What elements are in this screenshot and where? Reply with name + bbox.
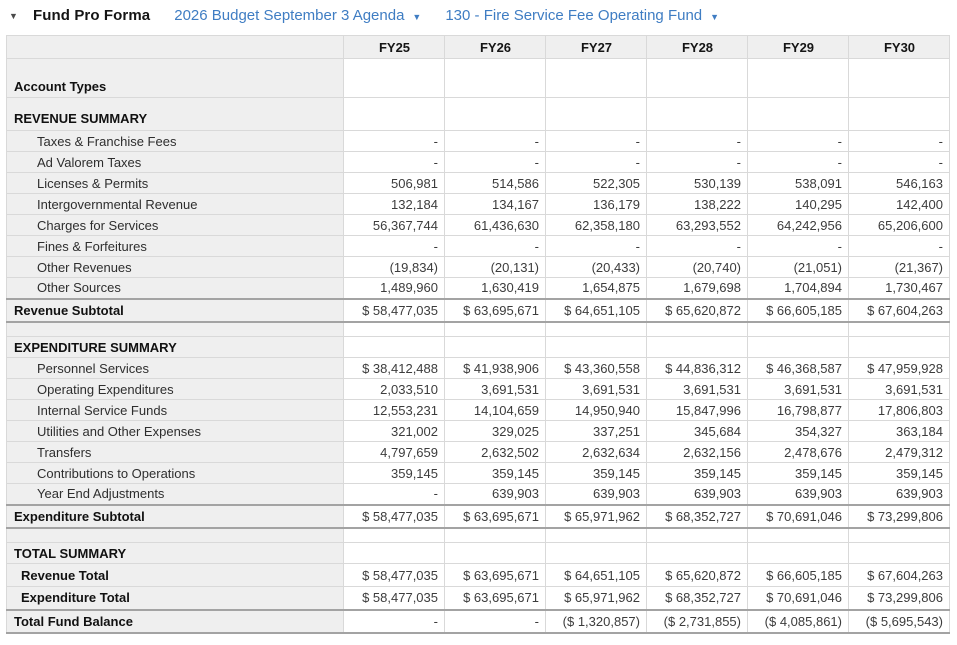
cell-operating-expenditures-fy26: 3,691,531 bbox=[445, 379, 546, 400]
row-label-total-summary: TOTAL SUMMARY bbox=[7, 543, 344, 564]
cell-utilities-other-expenses-fy26: 329,025 bbox=[445, 421, 546, 442]
cell-taxes-franchise-fees-fy28: - bbox=[647, 131, 748, 152]
cell-spacer-1-fy30 bbox=[849, 322, 950, 337]
cell-revenue-subtotal-fy28: $ 65,620,872 bbox=[647, 299, 748, 322]
cell-spacer-2-fy27 bbox=[546, 528, 647, 543]
cell-expenditure-subtotal-fy28: $ 68,352,727 bbox=[647, 505, 748, 528]
header-cell-empty bbox=[7, 36, 344, 59]
cell-expenditure-total-fy28: $ 68,352,727 bbox=[647, 587, 748, 610]
cell-other-revenues-fy30: (21,367) bbox=[849, 257, 950, 278]
row-label-expenditure-summary: EXPENDITURE SUMMARY bbox=[7, 337, 344, 358]
cell-taxes-franchise-fees-fy29: - bbox=[748, 131, 849, 152]
row-label-other-sources: Other Sources bbox=[7, 278, 344, 299]
cell-licenses-permits-fy29: 538,091 bbox=[748, 173, 849, 194]
cell-revenue-total-fy29: $ 66,605,185 bbox=[748, 564, 849, 587]
cell-other-sources-fy29: 1,704,894 bbox=[748, 278, 849, 299]
cell-spacer-1-fy28 bbox=[647, 322, 748, 337]
row-label-internal-service-funds: Internal Service Funds bbox=[7, 400, 344, 421]
cell-operating-expenditures-fy27: 3,691,531 bbox=[546, 379, 647, 400]
table-row-taxes-franchise-fees bbox=[7, 131, 950, 152]
row-label-ad-valorem-taxes: Ad Valorem Taxes bbox=[7, 152, 344, 173]
cell-operating-expenditures-fy25: 2,033,510 bbox=[344, 379, 445, 400]
table-header-row bbox=[7, 36, 950, 59]
row-label-other-revenues: Other Revenues bbox=[7, 257, 344, 278]
table-row-other-revenues bbox=[7, 257, 950, 278]
cell-revenue-summary-fy29 bbox=[748, 98, 849, 131]
cell-licenses-permits-fy28: 530,139 bbox=[647, 173, 748, 194]
cell-intergovernmental-revenue-fy27: 136,179 bbox=[546, 194, 647, 215]
cell-internal-service-funds-fy29: 16,798,877 bbox=[748, 400, 849, 421]
cell-other-sources-fy30: 1,730,467 bbox=[849, 278, 950, 299]
cell-revenue-summary-fy26 bbox=[445, 98, 546, 131]
column-header: FY28 bbox=[647, 36, 748, 59]
cell-utilities-other-expenses-fy27: 337,251 bbox=[546, 421, 647, 442]
cell-spacer-2-fy25 bbox=[344, 528, 445, 543]
cell-year-end-adjustments-fy25: - bbox=[344, 484, 445, 505]
cell-intergovernmental-revenue-fy26: 134,167 bbox=[445, 194, 546, 215]
cell-revenue-subtotal-fy26: $ 63,695,671 bbox=[445, 299, 546, 322]
table-row-fines-forfeitures bbox=[7, 236, 950, 257]
row-label-spacer-1 bbox=[7, 322, 344, 337]
cell-other-sources-fy26: 1,630,419 bbox=[445, 278, 546, 299]
cell-revenue-total-fy26: $ 63,695,671 bbox=[445, 564, 546, 587]
cell-fines-forfeitures-fy28: - bbox=[647, 236, 748, 257]
cell-expenditure-total-fy27: $ 65,971,962 bbox=[546, 587, 647, 610]
cell-intergovernmental-revenue-fy30: 142,400 bbox=[849, 194, 950, 215]
table-row-revenue-total bbox=[7, 564, 950, 587]
cell-spacer-1-fy29 bbox=[748, 322, 849, 337]
cell-year-end-adjustments-fy28: 639,903 bbox=[647, 484, 748, 505]
row-label-taxes-franchise-fees: Taxes & Franchise Fees bbox=[7, 131, 344, 152]
cell-other-revenues-fy26: (20,131) bbox=[445, 257, 546, 278]
cell-taxes-franchise-fees-fy30: - bbox=[849, 131, 950, 152]
cell-taxes-franchise-fees-fy25: - bbox=[344, 131, 445, 152]
cell-total-summary-fy26 bbox=[445, 543, 546, 564]
cell-spacer-2-fy29 bbox=[748, 528, 849, 543]
cell-contributions-to-operations-fy29: 359,145 bbox=[748, 463, 849, 484]
cell-total-summary-fy27 bbox=[546, 543, 647, 564]
cell-year-end-adjustments-fy30: 639,903 bbox=[849, 484, 950, 505]
table-row-internal-service-funds bbox=[7, 400, 950, 421]
cell-utilities-other-expenses-fy28: 345,684 bbox=[647, 421, 748, 442]
cell-ad-valorem-taxes-fy28: - bbox=[647, 152, 748, 173]
cell-year-end-adjustments-fy27: 639,903 bbox=[546, 484, 647, 505]
cell-other-revenues-fy25: (19,834) bbox=[344, 257, 445, 278]
table-row-account-types bbox=[7, 59, 950, 98]
cell-expenditure-total-fy25: $ 58,477,035 bbox=[344, 587, 445, 610]
cell-ad-valorem-taxes-fy30: - bbox=[849, 152, 950, 173]
cell-spacer-1-fy27 bbox=[546, 322, 647, 337]
cell-internal-service-funds-fy28: 15,847,996 bbox=[647, 400, 748, 421]
cell-internal-service-funds-fy30: 17,806,803 bbox=[849, 400, 950, 421]
cell-account-types-fy30 bbox=[849, 59, 950, 98]
cell-account-types-fy25 bbox=[344, 59, 445, 98]
cell-total-summary-fy29 bbox=[748, 543, 849, 564]
cell-expenditure-summary-fy25 bbox=[344, 337, 445, 358]
cell-expenditure-total-fy26: $ 63,695,671 bbox=[445, 587, 546, 610]
column-header: FY29 bbox=[748, 36, 849, 59]
cell-spacer-2-fy30 bbox=[849, 528, 950, 543]
cell-transfers-fy25: 4,797,659 bbox=[344, 442, 445, 463]
cell-ad-valorem-taxes-fy27: - bbox=[546, 152, 647, 173]
cell-expenditure-subtotal-fy26: $ 63,695,671 bbox=[445, 505, 546, 528]
table-row-transfers bbox=[7, 442, 950, 463]
cell-other-sources-fy25: 1,489,960 bbox=[344, 278, 445, 299]
table-row-other-sources bbox=[7, 278, 950, 299]
cell-total-fund-balance-fy27: ($ 1,320,857) bbox=[546, 610, 647, 633]
cell-fines-forfeitures-fy25: - bbox=[344, 236, 445, 257]
column-header: FY27 bbox=[546, 36, 647, 59]
table-row-personnel-services bbox=[7, 358, 950, 379]
row-label-revenue-total: Revenue Total bbox=[7, 564, 344, 587]
chevron-down-icon: ▼ bbox=[710, 11, 720, 22]
cell-contributions-to-operations-fy25: 359,145 bbox=[344, 463, 445, 484]
column-header: FY30 bbox=[849, 36, 950, 59]
cell-spacer-2-fy28 bbox=[647, 528, 748, 543]
cell-spacer-1-fy26 bbox=[445, 322, 546, 337]
cell-expenditure-summary-fy27 bbox=[546, 337, 647, 358]
cell-fines-forfeitures-fy26: - bbox=[445, 236, 546, 257]
table-row-operating-expenditures bbox=[7, 379, 950, 400]
cell-revenue-summary-fy27 bbox=[546, 98, 647, 131]
cell-licenses-permits-fy27: 522,305 bbox=[546, 173, 647, 194]
fund-dropdown[interactable] bbox=[445, 7, 719, 24]
cell-total-summary-fy30 bbox=[849, 543, 950, 564]
cell-intergovernmental-revenue-fy29: 140,295 bbox=[748, 194, 849, 215]
cell-year-end-adjustments-fy26: 639,903 bbox=[445, 484, 546, 505]
cell-intergovernmental-revenue-fy25: 132,184 bbox=[344, 194, 445, 215]
cell-account-types-fy27 bbox=[546, 59, 647, 98]
cell-revenue-summary-fy28 bbox=[647, 98, 748, 131]
cell-transfers-fy29: 2,478,676 bbox=[748, 442, 849, 463]
cell-account-types-fy28 bbox=[647, 59, 748, 98]
cell-charges-for-services-fy29: 64,242,956 bbox=[748, 215, 849, 236]
pro-forma-table bbox=[6, 35, 950, 634]
cell-account-types-fy29 bbox=[748, 59, 849, 98]
row-label-revenue-summary: REVENUE SUMMARY bbox=[7, 98, 344, 131]
cell-total-fund-balance-fy30: ($ 5,695,543) bbox=[849, 610, 950, 633]
row-label-contributions-to-operations: Contributions to Operations bbox=[7, 463, 344, 484]
cell-licenses-permits-fy25: 506,981 bbox=[344, 173, 445, 194]
column-header: FY25 bbox=[344, 36, 445, 59]
cell-charges-for-services-fy27: 62,358,180 bbox=[546, 215, 647, 236]
page-title: Fund Pro Forma bbox=[33, 7, 151, 24]
cell-fines-forfeitures-fy29: - bbox=[748, 236, 849, 257]
cell-transfers-fy28: 2,632,156 bbox=[647, 442, 748, 463]
cell-revenue-subtotal-fy29: $ 66,605,185 bbox=[748, 299, 849, 322]
toolbar bbox=[0, 0, 957, 31]
cell-operating-expenditures-fy28: 3,691,531 bbox=[647, 379, 748, 400]
cell-total-fund-balance-fy25: - bbox=[344, 610, 445, 633]
cell-total-fund-balance-fy28: ($ 2,731,855) bbox=[647, 610, 748, 633]
chevron-down-icon: ▼ bbox=[412, 11, 422, 22]
cell-revenue-subtotal-fy25: $ 58,477,035 bbox=[344, 299, 445, 322]
table-row-licenses-permits bbox=[7, 173, 950, 194]
cell-intergovernmental-revenue-fy28: 138,222 bbox=[647, 194, 748, 215]
row-label-account-types: Account Types bbox=[7, 59, 344, 98]
cell-revenue-total-fy30: $ 67,604,263 bbox=[849, 564, 950, 587]
cell-revenue-total-fy25: $ 58,477,035 bbox=[344, 564, 445, 587]
cell-charges-for-services-fy30: 65,206,600 bbox=[849, 215, 950, 236]
row-label-licenses-permits: Licenses & Permits bbox=[7, 173, 344, 194]
table-row-spacer-1 bbox=[7, 322, 950, 337]
cell-transfers-fy30: 2,479,312 bbox=[849, 442, 950, 463]
cell-account-types-fy26 bbox=[445, 59, 546, 98]
cell-expenditure-subtotal-fy29: $ 70,691,046 bbox=[748, 505, 849, 528]
row-label-intergovernmental-revenue: Intergovernmental Revenue bbox=[7, 194, 344, 215]
cell-ad-valorem-taxes-fy26: - bbox=[445, 152, 546, 173]
column-header: FY26 bbox=[445, 36, 546, 59]
budget-dropdown[interactable] bbox=[174, 7, 421, 24]
cell-utilities-other-expenses-fy30: 363,184 bbox=[849, 421, 950, 442]
cell-contributions-to-operations-fy26: 359,145 bbox=[445, 463, 546, 484]
cell-licenses-permits-fy26: 514,586 bbox=[445, 173, 546, 194]
table-row-spacer-2 bbox=[7, 528, 950, 543]
cell-revenue-total-fy27: $ 64,651,105 bbox=[546, 564, 647, 587]
cell-other-sources-fy28: 1,679,698 bbox=[647, 278, 748, 299]
cell-utilities-other-expenses-fy25: 321,002 bbox=[344, 421, 445, 442]
cell-expenditure-summary-fy29 bbox=[748, 337, 849, 358]
cell-taxes-franchise-fees-fy27: - bbox=[546, 131, 647, 152]
table-row-utilities-other-expenses bbox=[7, 421, 950, 442]
cell-ad-valorem-taxes-fy25: - bbox=[344, 152, 445, 173]
cell-personnel-services-fy28: $ 44,836,312 bbox=[647, 358, 748, 379]
cell-spacer-1-fy25 bbox=[344, 322, 445, 337]
collapse-caret-icon[interactable]: ▼ bbox=[9, 10, 18, 21]
table-row-intergovernmental-revenue bbox=[7, 194, 950, 215]
cell-transfers-fy27: 2,632,634 bbox=[546, 442, 647, 463]
row-label-transfers: Transfers bbox=[7, 442, 344, 463]
cell-total-summary-fy28 bbox=[647, 543, 748, 564]
cell-charges-for-services-fy25: 56,367,744 bbox=[344, 215, 445, 236]
table-row-total-summary bbox=[7, 543, 950, 564]
cell-other-revenues-fy29: (21,051) bbox=[748, 257, 849, 278]
table-row-contributions-to-operations bbox=[7, 463, 950, 484]
cell-total-fund-balance-fy26: - bbox=[445, 610, 546, 633]
cell-personnel-services-fy29: $ 46,368,587 bbox=[748, 358, 849, 379]
cell-charges-for-services-fy26: 61,436,630 bbox=[445, 215, 546, 236]
row-label-operating-expenditures: Operating Expenditures bbox=[7, 379, 344, 400]
cell-internal-service-funds-fy27: 14,950,940 bbox=[546, 400, 647, 421]
cell-spacer-2-fy26 bbox=[445, 528, 546, 543]
row-label-revenue-subtotal: Revenue Subtotal bbox=[7, 299, 344, 322]
cell-ad-valorem-taxes-fy29: - bbox=[748, 152, 849, 173]
table-row-revenue-subtotal bbox=[7, 299, 950, 322]
cell-taxes-franchise-fees-fy26: - bbox=[445, 131, 546, 152]
cell-total-summary-fy25 bbox=[344, 543, 445, 564]
budget-dropdown-label: 2026 Budget September 3 Agenda bbox=[174, 7, 405, 24]
cell-utilities-other-expenses-fy29: 354,327 bbox=[748, 421, 849, 442]
cell-personnel-services-fy26: $ 41,938,906 bbox=[445, 358, 546, 379]
fund-dropdown-label: 130 - Fire Service Fee Operating Fund bbox=[445, 7, 703, 24]
table-row-expenditure-total bbox=[7, 587, 950, 610]
row-label-year-end-adjustments: Year End Adjustments bbox=[7, 484, 344, 505]
cell-internal-service-funds-fy25: 12,553,231 bbox=[344, 400, 445, 421]
cell-personnel-services-fy30: $ 47,959,928 bbox=[849, 358, 950, 379]
cell-licenses-permits-fy30: 546,163 bbox=[849, 173, 950, 194]
cell-other-revenues-fy28: (20,740) bbox=[647, 257, 748, 278]
table-row-total-fund-balance bbox=[7, 610, 950, 633]
row-label-spacer-2 bbox=[7, 528, 344, 543]
row-label-personnel-services: Personnel Services bbox=[7, 358, 344, 379]
cell-contributions-to-operations-fy28: 359,145 bbox=[647, 463, 748, 484]
cell-other-revenues-fy27: (20,433) bbox=[546, 257, 647, 278]
cell-personnel-services-fy25: $ 38,412,488 bbox=[344, 358, 445, 379]
row-label-total-fund-balance: Total Fund Balance bbox=[7, 610, 344, 633]
cell-revenue-total-fy28: $ 65,620,872 bbox=[647, 564, 748, 587]
cell-expenditure-total-fy29: $ 70,691,046 bbox=[748, 587, 849, 610]
cell-year-end-adjustments-fy29: 639,903 bbox=[748, 484, 849, 505]
cell-operating-expenditures-fy29: 3,691,531 bbox=[748, 379, 849, 400]
table-row-charges-for-services bbox=[7, 215, 950, 236]
cell-revenue-subtotal-fy27: $ 64,651,105 bbox=[546, 299, 647, 322]
cell-expenditure-total-fy30: $ 73,299,806 bbox=[849, 587, 950, 610]
cell-contributions-to-operations-fy30: 359,145 bbox=[849, 463, 950, 484]
cell-expenditure-summary-fy28 bbox=[647, 337, 748, 358]
cell-revenue-summary-fy30 bbox=[849, 98, 950, 131]
cell-transfers-fy26: 2,632,502 bbox=[445, 442, 546, 463]
cell-fines-forfeitures-fy30: - bbox=[849, 236, 950, 257]
table-row-expenditure-summary bbox=[7, 337, 950, 358]
row-label-utilities-other-expenses: Utilities and Other Expenses bbox=[7, 421, 344, 442]
row-label-expenditure-subtotal: Expenditure Subtotal bbox=[7, 505, 344, 528]
cell-internal-service-funds-fy26: 14,104,659 bbox=[445, 400, 546, 421]
cell-charges-for-services-fy28: 63,293,552 bbox=[647, 215, 748, 236]
table-row-expenditure-subtotal bbox=[7, 505, 950, 528]
cell-fines-forfeitures-fy27: - bbox=[546, 236, 647, 257]
cell-revenue-summary-fy25 bbox=[344, 98, 445, 131]
row-label-fines-forfeitures: Fines & Forfeitures bbox=[7, 236, 344, 257]
table-row-year-end-adjustments bbox=[7, 484, 950, 505]
row-label-charges-for-services: Charges for Services bbox=[7, 215, 344, 236]
table-row-revenue-summary bbox=[7, 98, 950, 131]
cell-expenditure-subtotal-fy25: $ 58,477,035 bbox=[344, 505, 445, 528]
cell-expenditure-summary-fy30 bbox=[849, 337, 950, 358]
row-label-expenditure-total: Expenditure Total bbox=[7, 587, 344, 610]
cell-expenditure-subtotal-fy27: $ 65,971,962 bbox=[546, 505, 647, 528]
cell-contributions-to-operations-fy27: 359,145 bbox=[546, 463, 647, 484]
table-row-ad-valorem-taxes bbox=[7, 152, 950, 173]
cell-total-fund-balance-fy29: ($ 4,085,861) bbox=[748, 610, 849, 633]
cell-operating-expenditures-fy30: 3,691,531 bbox=[849, 379, 950, 400]
cell-expenditure-summary-fy26 bbox=[445, 337, 546, 358]
cell-other-sources-fy27: 1,654,875 bbox=[546, 278, 647, 299]
cell-personnel-services-fy27: $ 43,360,558 bbox=[546, 358, 647, 379]
cell-revenue-subtotal-fy30: $ 67,604,263 bbox=[849, 299, 950, 322]
cell-expenditure-subtotal-fy30: $ 73,299,806 bbox=[849, 505, 950, 528]
